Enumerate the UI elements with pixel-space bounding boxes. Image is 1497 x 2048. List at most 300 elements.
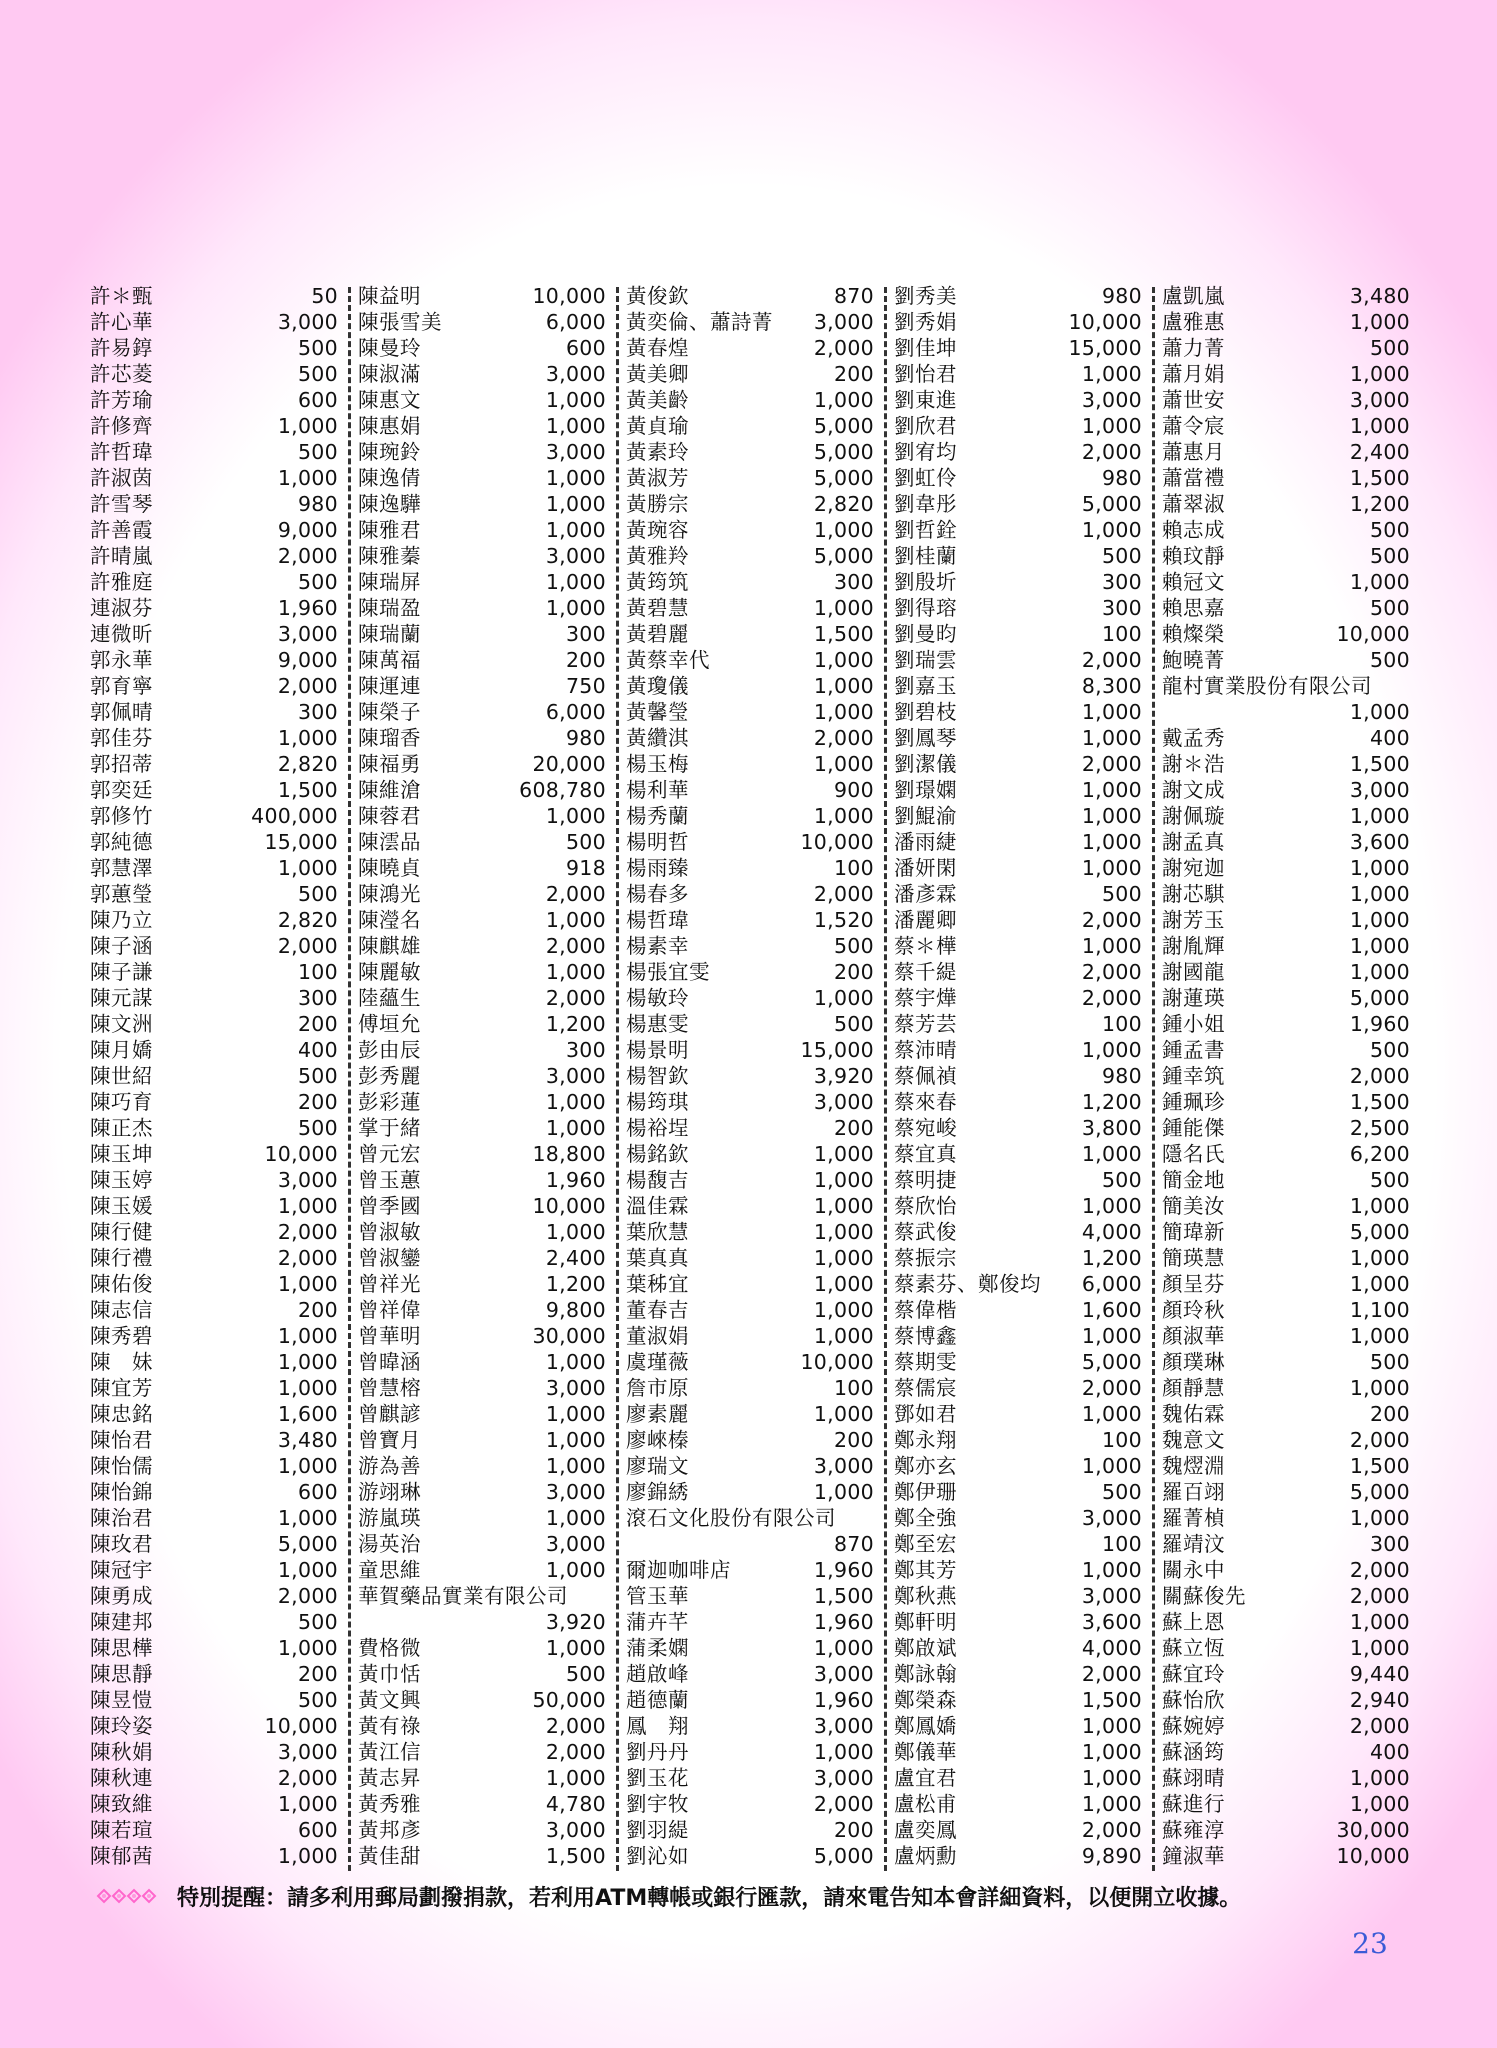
donor-name: 蘇怡欣 [1162, 1688, 1225, 1712]
donor-name: 陳子謙 [90, 960, 153, 984]
donor-row [894, 1141, 1142, 1167]
donor-name: 陳冠宇 [90, 1558, 153, 1582]
donor-row [90, 1323, 338, 1349]
donation-amount: 5,000 [813, 544, 874, 568]
donor-row [358, 387, 606, 413]
donation-amount: 10,000 [1068, 310, 1142, 334]
donor-name: 蔡儒宸 [894, 1376, 957, 1400]
donor-row [90, 1635, 338, 1661]
donor-name: 蘇涵筠 [1162, 1740, 1225, 1764]
donor-name: 楊惠雯 [626, 1012, 689, 1036]
donor-name: 賴燦榮 [1162, 622, 1225, 646]
donation-amount: 300 [297, 986, 338, 1010]
donor-name: 鍾小姐 [1162, 1012, 1225, 1036]
donor-name: 蘇進行 [1162, 1792, 1225, 1816]
donor-row [358, 1635, 606, 1661]
donation-amount: 1,000 [545, 1090, 606, 1114]
donation-amount: 3,000 [545, 362, 606, 386]
donor-row [1162, 1609, 1410, 1635]
donation-amount: 1,200 [545, 1012, 606, 1036]
donation-amount: 2,000 [1081, 960, 1142, 984]
donation-amount: 18,800 [532, 1142, 606, 1166]
donor-name: 黃秀雅 [358, 1792, 421, 1816]
donation-amount: 1,000 [813, 1636, 874, 1660]
donor-name: 陳玉婷 [90, 1168, 153, 1192]
donor-row [626, 699, 874, 725]
donor-row [894, 673, 1142, 699]
donor-name: 廖瑞文 [626, 1454, 689, 1478]
donation-amount: 1,500 [1349, 466, 1410, 490]
donor-name: 郭佳芬 [90, 726, 153, 750]
donor-row [1162, 1141, 1410, 1167]
donor-name: 盧宜君 [894, 1766, 957, 1790]
donor-name: 黃俊欽 [626, 284, 689, 308]
donation-amount: 1,000 [545, 1428, 606, 1452]
flower-icon [95, 1885, 173, 1907]
donor-name: 許晴嵐 [90, 544, 153, 568]
donation-amount: 900 [833, 778, 874, 802]
donation-amount: 4,000 [1081, 1636, 1142, 1660]
donor-row [1162, 1271, 1410, 1297]
donor-row [626, 1011, 874, 1037]
donor-row [358, 1401, 606, 1427]
donor-row [1162, 881, 1410, 907]
donor-name: 謝文成 [1162, 778, 1225, 802]
donation-amount: 1,000 [1349, 960, 1410, 984]
donation-amount: 1,000 [277, 1324, 338, 1348]
donation-amount: 200 [297, 1090, 338, 1114]
donor-row [90, 1297, 338, 1323]
donor-name: 郭蕙瑩 [90, 882, 153, 906]
donor-row [1162, 1401, 1410, 1427]
donation-amount: 1,000 [1081, 1402, 1142, 1426]
donation-amount: 1,000 [1349, 934, 1410, 958]
donor-name: 楊筠琪 [626, 1090, 689, 1114]
donor-row [90, 621, 338, 647]
donor-name: 簡瑋新 [1162, 1220, 1225, 1244]
donor-name: 陳昱愷 [90, 1688, 153, 1712]
donor-row [90, 751, 338, 777]
donor-name: 蔡明捷 [894, 1168, 957, 1192]
donor-row [894, 1063, 1142, 1089]
donor-row [1162, 751, 1410, 777]
donor-name: 陳福勇 [358, 752, 421, 776]
donor-name: 劉潔儀 [894, 752, 957, 776]
donation-amount: 1,000 [277, 1844, 338, 1868]
donor-row [894, 621, 1142, 647]
donation-amount: 1,100 [1349, 1298, 1410, 1322]
donation-amount: 1,500 [1349, 1090, 1410, 1114]
donor-name: 楊敏玲 [626, 986, 689, 1010]
donation-amount: 400 [297, 1038, 338, 1062]
donation-amount: 5,000 [1081, 492, 1142, 516]
donor-row [1162, 413, 1410, 439]
donation-amount: 1,000 [545, 1402, 606, 1426]
donor-row [894, 933, 1142, 959]
donor-name: 蔡素芬、鄭俊均 [894, 1272, 1041, 1296]
donation-amount: 200 [297, 1012, 338, 1036]
donation-amount: 3,480 [1349, 284, 1410, 308]
donation-amount: 1,000 [1349, 804, 1410, 828]
donation-amount: 1,000 [545, 1454, 606, 1478]
donor-row [1162, 309, 1410, 335]
donor-row [894, 1583, 1142, 1609]
donor-name: 鮑曉菁 [1162, 648, 1225, 672]
donor-name: 關蘇俊先 [1162, 1584, 1246, 1608]
donor-row [894, 1401, 1142, 1427]
donation-amount: 1,500 [277, 778, 338, 802]
donor-row [894, 1843, 1142, 1869]
donor-name: 曾祥偉 [358, 1298, 421, 1322]
donor-name: 掌于緒 [358, 1116, 421, 1140]
donation-amount: 1,000 [1081, 518, 1142, 542]
donor-row [358, 413, 606, 439]
donor-name: 賴冠文 [1162, 570, 1225, 594]
donation-amount: 1,000 [813, 1246, 874, 1270]
donor-row [894, 1739, 1142, 1765]
donor-row [90, 335, 338, 361]
donor-row [1162, 1453, 1410, 1479]
donor-name: 劉怡君 [894, 362, 957, 386]
donation-amount: 1,000 [545, 596, 606, 620]
donor-row [358, 1297, 606, 1323]
donor-name: 劉嘉玉 [894, 674, 957, 698]
donor-row [90, 1115, 338, 1141]
donor-row [626, 361, 874, 387]
donation-amount: 1,000 [1081, 1038, 1142, 1062]
donation-amount: 1,500 [1349, 752, 1410, 776]
donation-amount: 9,440 [1349, 1662, 1410, 1686]
donation-amount: 1,000 [813, 1220, 874, 1244]
donor-row [626, 283, 874, 309]
donation-amount: 1,000 [545, 1636, 606, 1660]
donor-row [894, 881, 1142, 907]
donor-row [894, 985, 1142, 1011]
donor-row [358, 465, 606, 491]
donor-name: 董春吉 [626, 1298, 689, 1322]
donation-amount: 2,000 [277, 1584, 338, 1608]
donation-amount: 980 [1101, 1064, 1142, 1088]
donor-row [1162, 1843, 1410, 1869]
donor-name: 戴孟秀 [1162, 726, 1225, 750]
donor-name: 顏淑華 [1162, 1324, 1225, 1348]
donor-name: 許雪琴 [90, 492, 153, 516]
donor-name: 陳逸倩 [358, 466, 421, 490]
donation-amount: 1,000 [1349, 1376, 1410, 1400]
donation-amount: 870 [833, 1532, 874, 1556]
donor-name: 黃筠筑 [626, 570, 689, 594]
donation-amount: 1,000 [277, 1272, 338, 1296]
donor-name: 蔡千緹 [894, 960, 957, 984]
donor-row [90, 1245, 338, 1271]
donation-amount: 1,000 [1081, 778, 1142, 802]
donor-name: 陳秋娟 [90, 1740, 153, 1764]
donation-amount: 1,000 [277, 1454, 338, 1478]
donor-row [1162, 491, 1410, 517]
donation-amount: 500 [297, 1116, 338, 1140]
donation-amount: 10,000 [532, 284, 606, 308]
donor-name: 陳逸驊 [358, 492, 421, 516]
donation-amount: 4,000 [1081, 1220, 1142, 1244]
donor-row [894, 907, 1142, 933]
donor-name: 華賀藥品實業有限公司 [358, 1584, 568, 1608]
donor-name: 陳秋連 [90, 1766, 153, 1790]
donor-name: 陳乃立 [90, 908, 153, 932]
donation-amount: 3,000 [813, 310, 874, 334]
donation-amount: 3,600 [1081, 1610, 1142, 1634]
donor-name: 陳維滄 [358, 778, 421, 802]
donor-row [626, 465, 874, 491]
donor-row [894, 595, 1142, 621]
donor-row [358, 1479, 606, 1505]
donor-name: 簡金地 [1162, 1168, 1225, 1192]
donor-name: 蔡振宗 [894, 1246, 957, 1270]
donation-amount: 1,000 [813, 1402, 874, 1426]
donation-amount: 1,000 [545, 1350, 606, 1374]
donation-amount: 1,000 [545, 388, 606, 412]
donor-name: 蘇翊晴 [1162, 1766, 1225, 1790]
donor-row [894, 335, 1142, 361]
donor-name: 劉瑞雲 [894, 648, 957, 672]
donation-amount: 2,000 [1081, 1662, 1142, 1686]
donation-amount: 9,000 [277, 648, 338, 672]
donor-name: 顏玲秋 [1162, 1298, 1225, 1322]
donation-amount: 500 [297, 1688, 338, 1712]
donor-row [90, 439, 338, 465]
donor-row [90, 1505, 338, 1531]
donor-name: 蘇上恩 [1162, 1610, 1225, 1634]
donor-row [358, 1115, 606, 1141]
donor-row [894, 829, 1142, 855]
donation-amount: 2,000 [277, 934, 338, 958]
donor-name: 劉鯤渝 [894, 804, 957, 828]
donor-name: 許＊甄 [90, 284, 153, 308]
donor-name: 曾淑敏 [358, 1220, 421, 1244]
donor-row [90, 309, 338, 335]
donor-name: 楊張宜雯 [626, 960, 710, 984]
donor-name: 廖錦綉 [626, 1480, 689, 1504]
donor-name: 陳益明 [358, 284, 421, 308]
donor-name: 陳瀅名 [358, 908, 421, 932]
donor-name: 顏靜慧 [1162, 1376, 1225, 1400]
donation-amount: 3,000 [1081, 1584, 1142, 1608]
donor-row [626, 1453, 874, 1479]
donor-row [90, 1843, 338, 1869]
donation-amount: 1,500 [1349, 1454, 1410, 1478]
donor-row [894, 413, 1142, 439]
donor-name: 陳曉貞 [358, 856, 421, 880]
donor-row [1162, 1739, 1410, 1765]
donor-row [1162, 985, 1410, 1011]
donor-name: 鄭秋燕 [894, 1584, 957, 1608]
donor-row [1162, 1323, 1410, 1349]
donor-row [894, 1245, 1142, 1271]
donation-amount: 980 [1101, 466, 1142, 490]
donor-row [1162, 933, 1410, 959]
donor-name: 連淑芬 [90, 596, 153, 620]
donor-name: 陳巧育 [90, 1090, 153, 1114]
donation-amount: 300 [565, 1038, 606, 1062]
donor-row [626, 1557, 874, 1583]
donor-name: 鄭榮森 [894, 1688, 957, 1712]
donor-name: 管玉華 [626, 1584, 689, 1608]
donor-row [894, 1635, 1142, 1661]
donation-amount: 10,000 [1336, 622, 1410, 646]
donation-amount: 3,000 [813, 1662, 874, 1686]
donor-name: 楊景明 [626, 1038, 689, 1062]
donor-name: 陳蓉君 [358, 804, 421, 828]
donation-amount: 3,480 [277, 1428, 338, 1452]
donation-amount: 1,000 [1349, 856, 1410, 880]
donor-row [358, 1609, 606, 1635]
donor-name: 謝宛迦 [1162, 856, 1225, 880]
donor-row [90, 1583, 338, 1609]
donation-amount: 3,000 [545, 1064, 606, 1088]
donation-amount: 1,000 [1081, 1194, 1142, 1218]
donor-name: 郭慧澤 [90, 856, 153, 880]
donation-amount: 3,920 [545, 1610, 606, 1634]
donor-name: 蕭世安 [1162, 388, 1225, 412]
donor-name: 蕭當禮 [1162, 466, 1225, 490]
donor-name: 陳勇成 [90, 1584, 153, 1608]
donation-amount: 9,800 [545, 1298, 606, 1322]
donor-row [626, 335, 874, 361]
donor-name: 賴志成 [1162, 518, 1225, 542]
donor-name: 黃志昇 [358, 1766, 421, 1790]
donor-name: 郭純德 [90, 830, 153, 854]
donor-row [358, 1453, 606, 1479]
donation-amount: 1,000 [1081, 726, 1142, 750]
donation-amount: 1,000 [277, 466, 338, 490]
donor-row [894, 751, 1142, 777]
donor-row [90, 283, 338, 309]
donor-name: 曾暐涵 [358, 1350, 421, 1374]
donation-amount: 5,000 [1349, 986, 1410, 1010]
donation-amount: 1,000 [277, 1194, 338, 1218]
donation-amount: 300 [565, 622, 606, 646]
donor-row [358, 725, 606, 751]
donor-row [626, 1245, 874, 1271]
donation-amount: 870 [833, 284, 874, 308]
donor-row [1162, 699, 1410, 725]
donor-name: 黃文興 [358, 1688, 421, 1712]
donor-row [894, 1453, 1142, 1479]
donation-amount: 1,500 [1081, 1688, 1142, 1712]
donation-amount: 1,000 [1081, 1558, 1142, 1582]
donation-amount: 1,960 [813, 1688, 874, 1712]
donation-amount: 3,920 [813, 1064, 874, 1088]
donor-row [1162, 1817, 1410, 1843]
donor-name: 葉欣慧 [626, 1220, 689, 1244]
donation-amount: 500 [1369, 1038, 1410, 1062]
donation-amount: 9,890 [1081, 1844, 1142, 1868]
donor-name: 游嵐瑛 [358, 1506, 421, 1530]
donation-amount: 3,000 [813, 1714, 874, 1738]
donor-name: 陳秀碧 [90, 1324, 153, 1348]
donor-name: 鍾珮珍 [1162, 1090, 1225, 1114]
donation-amount: 500 [1369, 648, 1410, 672]
donor-row [358, 1141, 606, 1167]
donor-name: 鍾幸筑 [1162, 1064, 1225, 1088]
donation-amount: 2,000 [813, 336, 874, 360]
donor-row [90, 803, 338, 829]
donation-amount: 50,000 [532, 1688, 606, 1712]
donation-amount: 1,000 [1081, 830, 1142, 854]
donor-name: 曾祥光 [358, 1272, 421, 1296]
donor-row [90, 1661, 338, 1687]
donor-row [90, 1791, 338, 1817]
donor-row [1162, 1557, 1410, 1583]
donor-row [90, 1713, 338, 1739]
donation-amount: 1,000 [545, 1116, 606, 1140]
donor-name: 鍾孟書 [1162, 1038, 1225, 1062]
donor-row [1162, 855, 1410, 881]
donation-amount: 2,820 [277, 752, 338, 776]
donor-row [358, 1349, 606, 1375]
donation-amount: 2,000 [813, 726, 874, 750]
donation-amount: 1,000 [277, 856, 338, 880]
donation-amount: 500 [297, 336, 338, 360]
donor-name: 許芳瑜 [90, 388, 153, 412]
donor-name: 陳宜芳 [90, 1376, 153, 1400]
donation-amount: 3,000 [813, 1766, 874, 1790]
donor-name: 蘇雍淳 [1162, 1818, 1225, 1842]
donor-row [1162, 1349, 1410, 1375]
donor-name: 鄭全強 [894, 1506, 957, 1530]
donation-amount: 1,000 [1081, 934, 1142, 958]
donor-name: 郭修竹 [90, 804, 153, 828]
donor-row [90, 1427, 338, 1453]
donor-name: 葉秭宜 [626, 1272, 689, 1296]
donor-name: 陳玉坤 [90, 1142, 153, 1166]
donor-name: 楊秀蘭 [626, 804, 689, 828]
donor-name: 曾寶月 [358, 1428, 421, 1452]
donation-amount: 2,820 [277, 908, 338, 932]
donor-name: 陳瑞盈 [358, 596, 421, 620]
donation-amount: 1,000 [545, 466, 606, 490]
donation-amount: 10,000 [800, 830, 874, 854]
donor-name: 羅菁楨 [1162, 1506, 1225, 1530]
donation-amount: 30,000 [1336, 1818, 1410, 1842]
donor-name: 黃春煌 [626, 336, 689, 360]
donor-name: 魏意文 [1162, 1428, 1225, 1452]
donor-name: 劉欣君 [894, 414, 957, 438]
donor-name: 黃貞瑜 [626, 414, 689, 438]
donor-row [894, 699, 1142, 725]
donor-row [90, 1167, 338, 1193]
donation-amount: 1,000 [1349, 1636, 1410, 1660]
donation-amount: 5,000 [1349, 1480, 1410, 1504]
donor-name: 廖素麗 [626, 1402, 689, 1426]
donor-name: 鄭軒明 [894, 1610, 957, 1634]
donor-name: 劉曼昀 [894, 622, 957, 646]
donation-amount: 2,000 [1081, 908, 1142, 932]
donor-name: 許淑茵 [90, 466, 153, 490]
donor-row [894, 1115, 1142, 1141]
donor-name: 盧雅惠 [1162, 310, 1225, 334]
donor-name: 陳萬福 [358, 648, 421, 672]
donor-name: 鄭詠翰 [894, 1662, 957, 1686]
donor-name: 許哲瑋 [90, 440, 153, 464]
donor-row [626, 491, 874, 517]
donor-name: 郭奕廷 [90, 778, 153, 802]
donor-row [1162, 1427, 1410, 1453]
donor-row [90, 1089, 338, 1115]
donor-name: 陳怡君 [90, 1428, 153, 1452]
donor-name: 黃江信 [358, 1740, 421, 1764]
donation-amount: 5,000 [813, 466, 874, 490]
donor-row [894, 283, 1142, 309]
